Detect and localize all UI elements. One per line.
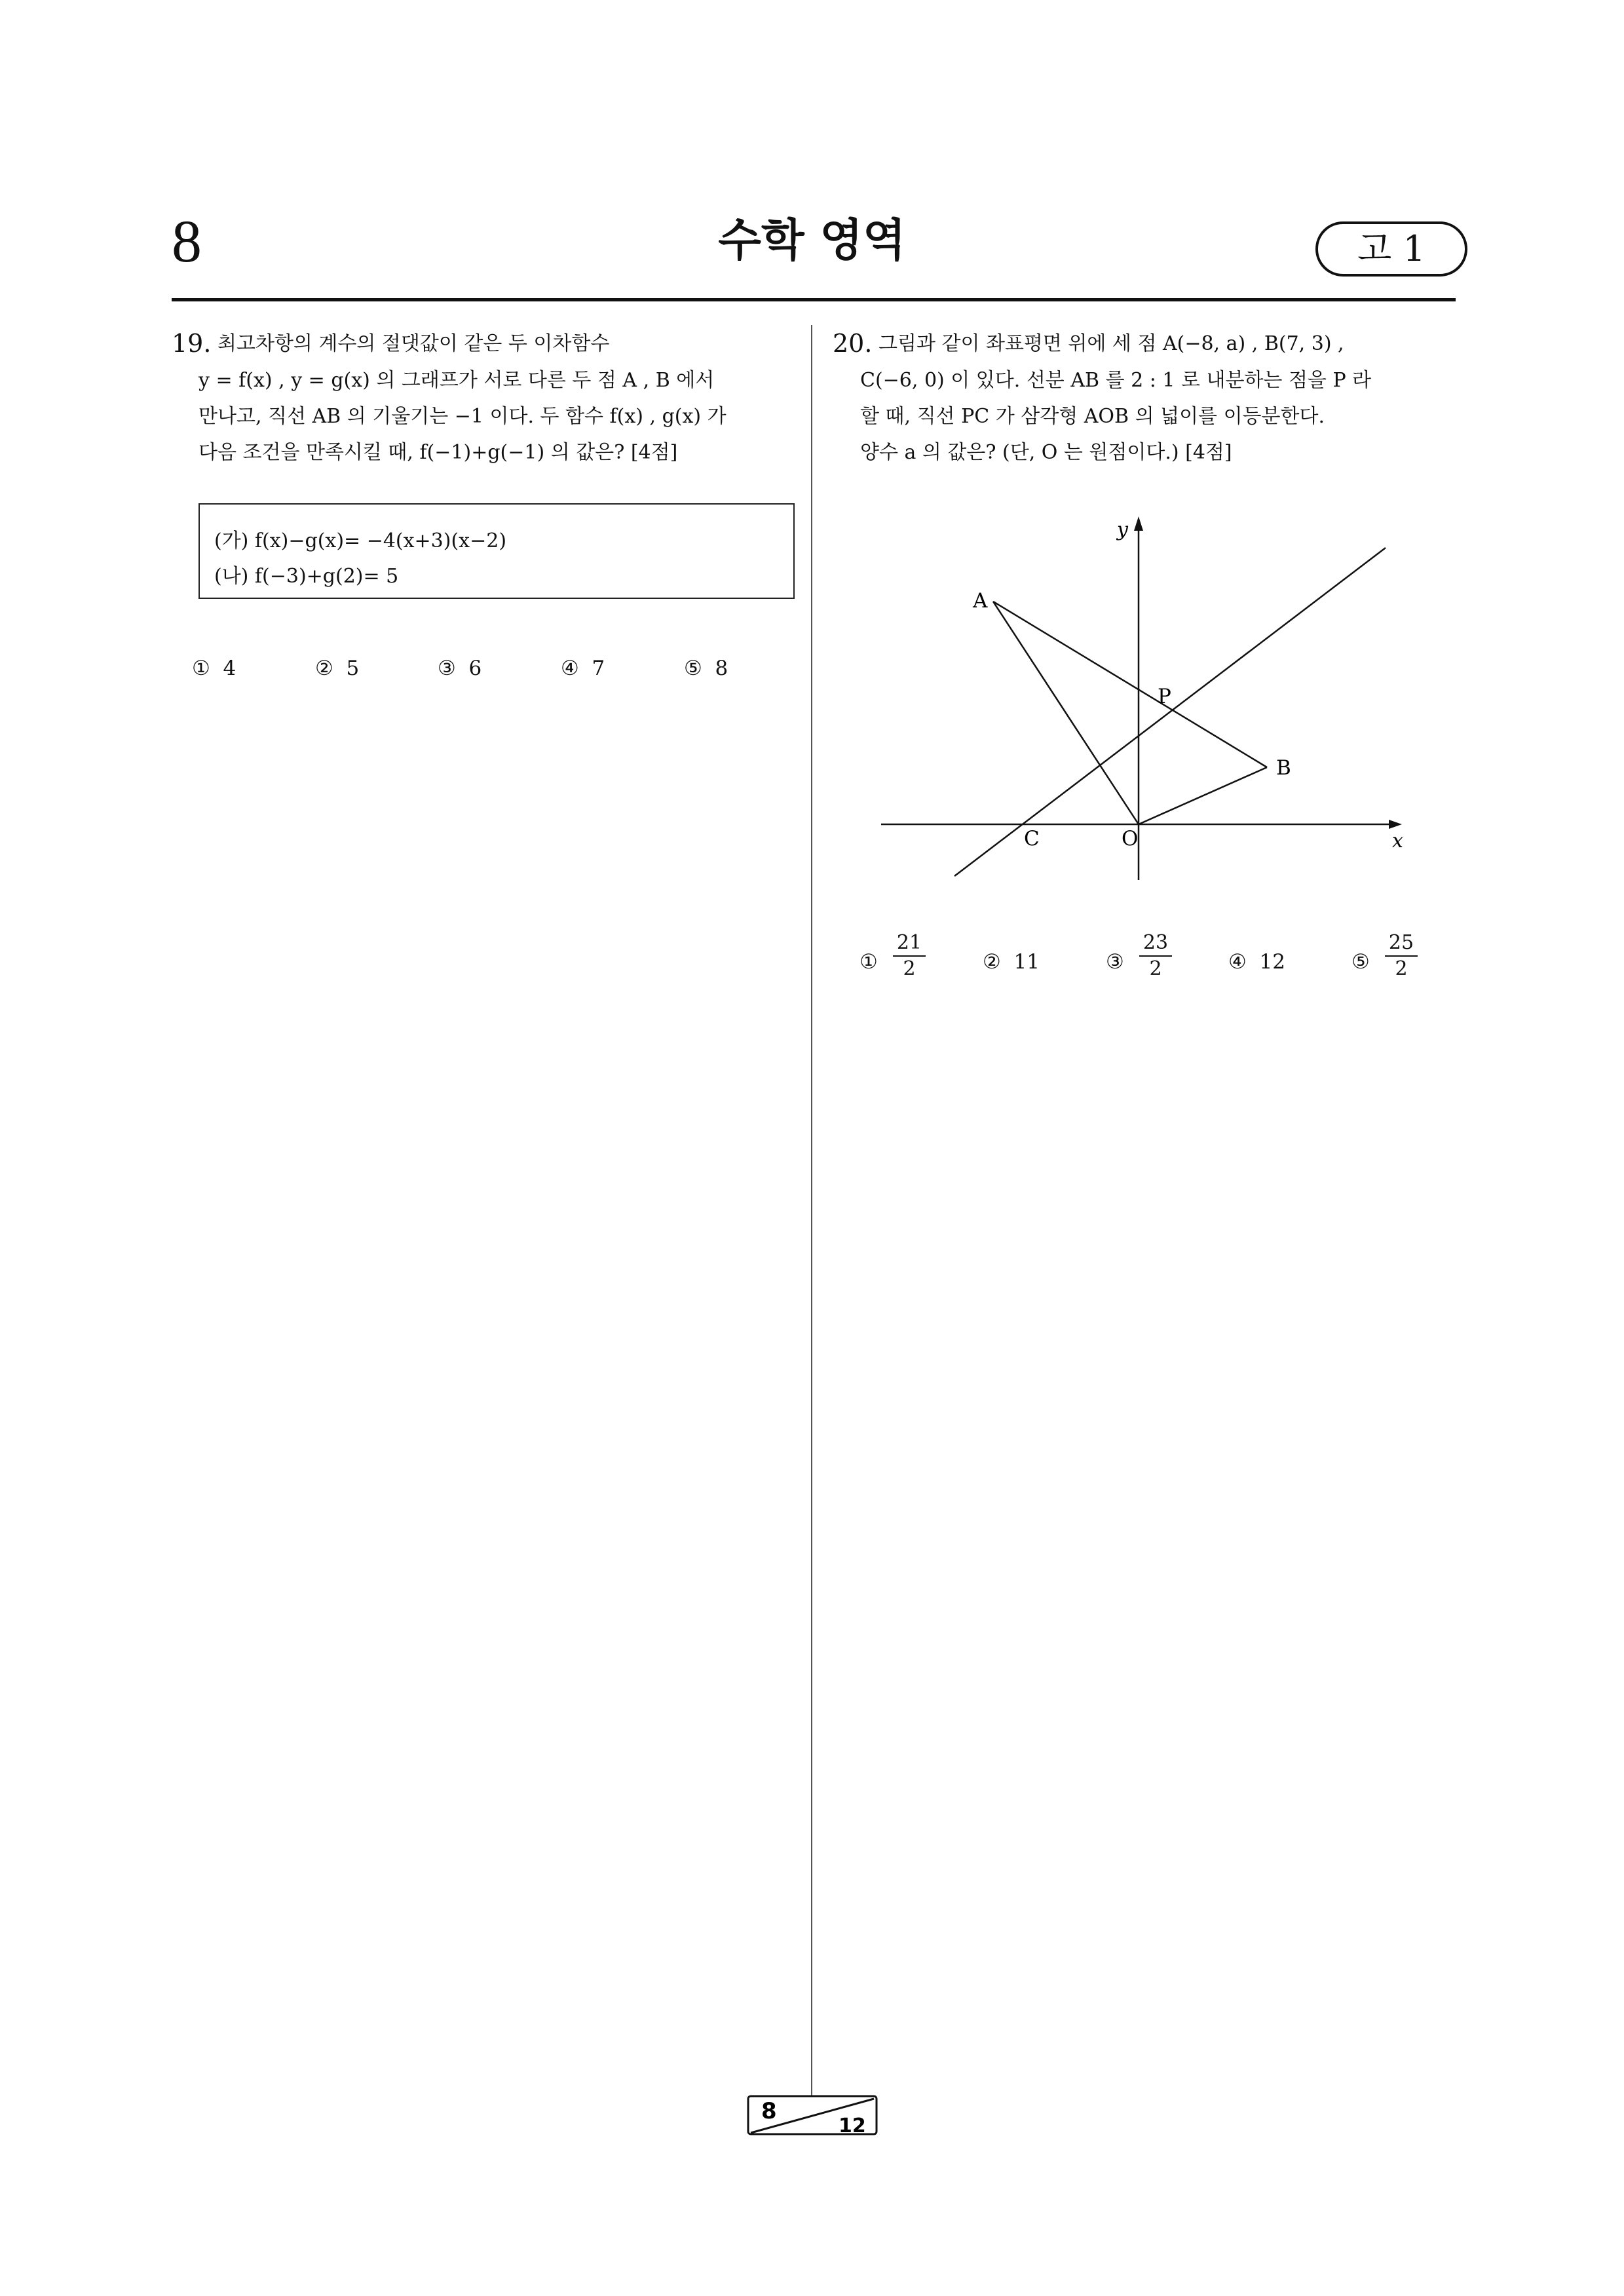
fraction-numerator: 23 <box>1142 931 1169 954</box>
fraction-denominator: 2 <box>1395 957 1408 980</box>
y-axis-arrow <box>1134 516 1143 531</box>
question-text-line: 그림과 같이 좌표평면 위에 세 점 A(−8, a) , B(7, 3) , <box>878 332 1344 355</box>
choice-2[interactable] <box>983 950 1040 974</box>
choice-value: 5 <box>346 657 360 680</box>
choice-1[interactable] <box>192 657 236 680</box>
question-text-line: 다음 조건을 만족시킬 때, f(−1)+g(−1) 의 값은? [4점] <box>198 441 678 464</box>
choice-3-mark[interactable]: ③ <box>1106 950 1124 974</box>
point-P-label: P <box>1158 685 1171 708</box>
choice-1-fraction <box>893 932 926 980</box>
choice-3-fraction <box>1139 932 1172 980</box>
choice-5-fraction <box>1385 932 1418 980</box>
choice-mark: ② <box>315 657 333 680</box>
question-text-line: 만나고, 직선 AB 의 기울기는 −1 이다. 두 함수 f(x) , g(x) 가 <box>198 405 727 428</box>
x-axis-label: x <box>1392 830 1403 852</box>
choice-value: 7 <box>592 657 605 680</box>
y-axis-label: y <box>1117 518 1128 541</box>
choice-5[interactable] <box>684 657 728 680</box>
choice-4[interactable] <box>1228 950 1285 974</box>
choice-mark: ③ <box>438 657 456 680</box>
condition-box <box>198 503 795 599</box>
fraction-bar <box>1385 955 1418 957</box>
fraction-numerator: 25 <box>1388 931 1414 954</box>
coordinate-figure <box>865 511 1415 885</box>
choice-value: 12 <box>1259 950 1285 974</box>
choice-5-mark[interactable]: ⑤ <box>1351 950 1370 974</box>
choice-4[interactable] <box>561 657 605 680</box>
question-text-line: 양수 a 의 값은? (단, O 는 원점이다.) [4점] <box>860 441 1232 464</box>
total-pages: 12 <box>839 2114 866 2137</box>
column-divider <box>811 325 812 2107</box>
segment-OB <box>1139 767 1267 824</box>
choice-value: 11 <box>1013 950 1040 974</box>
fraction-denominator: 2 <box>1149 957 1162 980</box>
question-number: 19. <box>172 329 212 358</box>
question-text-line: 할 때, 직선 PC 가 삼각형 AOB 의 넓이를 이등분한다. <box>860 405 1325 428</box>
choice-value: 4 <box>223 657 236 680</box>
choice-mark: ② <box>983 950 1001 974</box>
header-rule <box>172 298 1456 301</box>
current-page: 8 <box>761 2098 777 2124</box>
choice-3[interactable] <box>438 657 482 680</box>
choice-value: 8 <box>715 657 728 680</box>
condition-na: (나) f(−3)+g(2)= 5 <box>214 565 399 588</box>
question-number: 20. <box>833 329 873 358</box>
fraction-bar <box>893 955 926 957</box>
condition-ga: (가) f(x)−g(x)= −4(x+3)(x−2) <box>214 529 507 552</box>
question-text-line: y = f(x) , y = g(x) 의 그래프가 서로 다른 두 점 A , B 에서 <box>198 369 715 392</box>
choice-value: 6 <box>468 657 482 680</box>
x-axis-arrow <box>1389 820 1402 829</box>
subject-title: 수학 영역 <box>718 215 906 267</box>
fraction-numerator: 21 <box>896 931 922 954</box>
choice-1-mark[interactable]: ① <box>859 950 878 974</box>
choice-mark: ④ <box>561 657 579 680</box>
page-counter <box>747 2095 878 2137</box>
question-text-line: 최고차항의 계수의 절댓값이 같은 두 이차함수 <box>217 332 610 355</box>
point-A-label: A <box>973 589 988 613</box>
fraction-bar <box>1139 955 1172 957</box>
origin-O-label: O <box>1122 827 1139 851</box>
page-number: 8 <box>172 208 202 275</box>
point-C-label: C <box>1024 827 1040 851</box>
choice-mark: ① <box>192 657 210 680</box>
choice-mark: ⑤ <box>684 657 702 680</box>
fraction-denominator: 2 <box>903 957 916 980</box>
line-PC <box>954 548 1386 876</box>
question-text-line: C(−6, 0) 이 있다. 선분 AB 를 2 : 1 로 내분하는 점을 P 라 <box>860 369 1372 392</box>
choice-mark: ④ <box>1228 950 1247 974</box>
point-B-label: B <box>1276 756 1291 780</box>
choice-2[interactable] <box>315 657 359 680</box>
grade-badge: 고 1 <box>1315 221 1467 277</box>
